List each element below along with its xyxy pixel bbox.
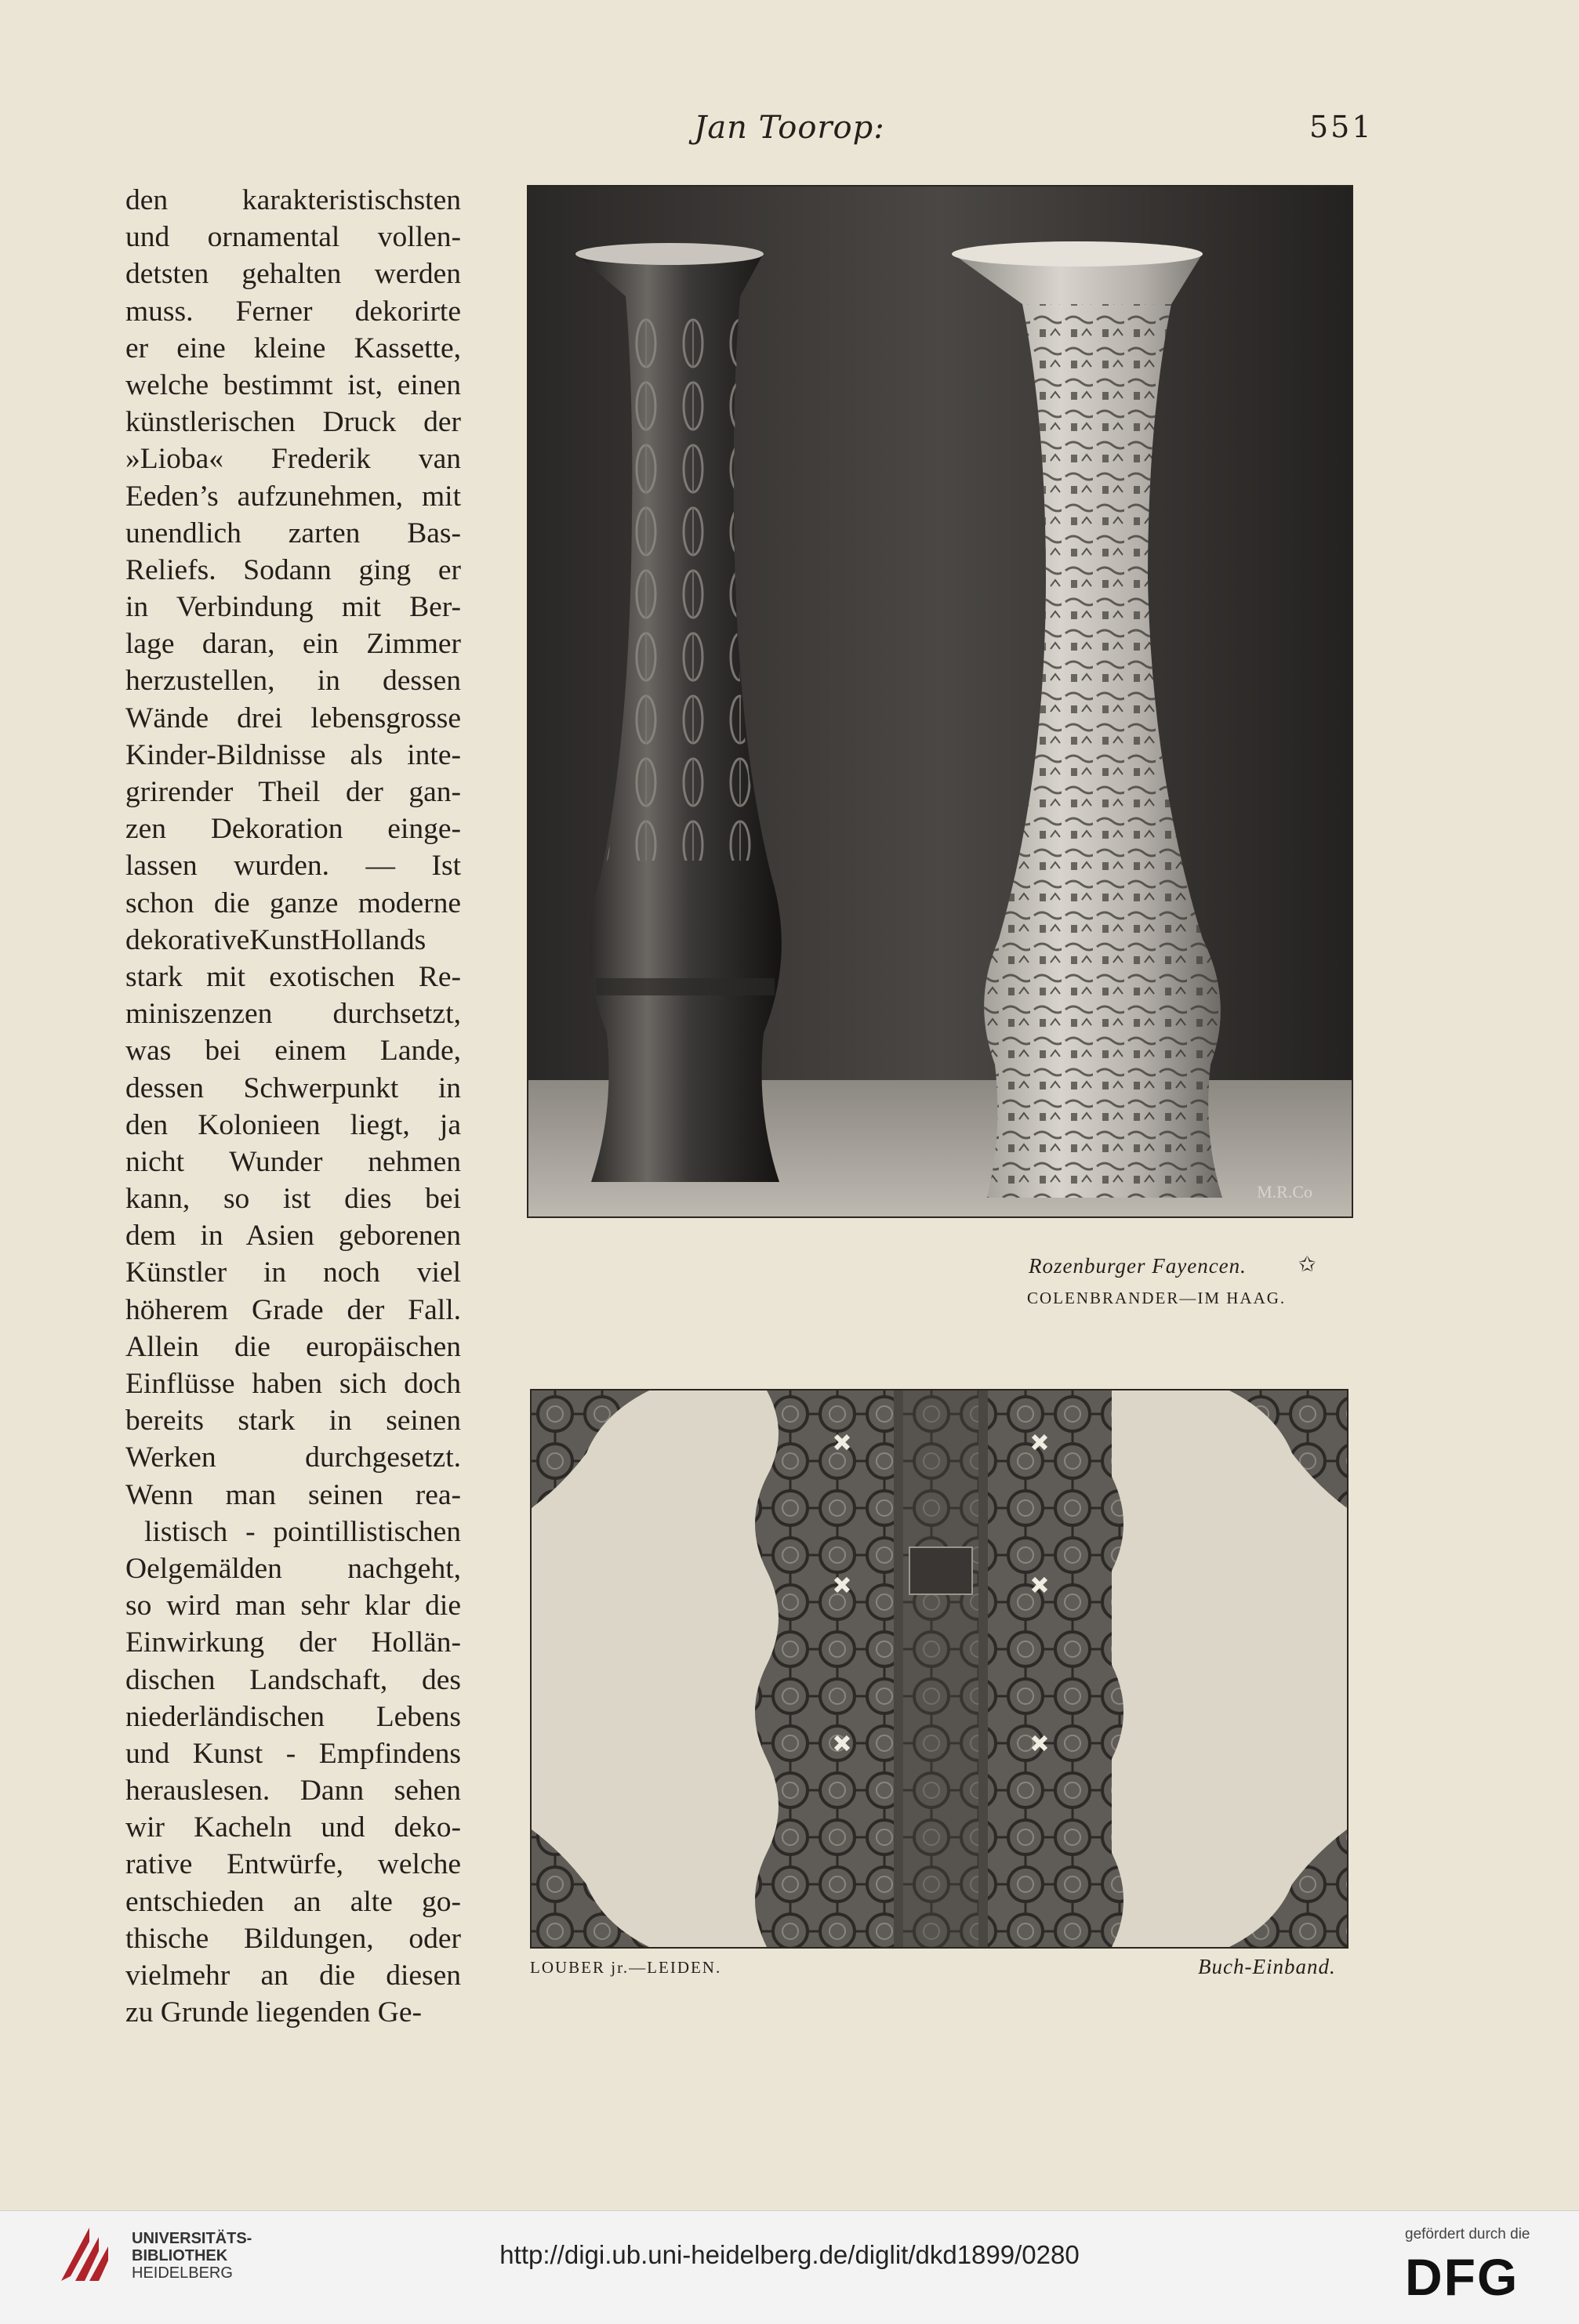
body-text-line: vielmehr an die diesen <box>125 1960 461 1992</box>
body-text-line: wir Kacheln und deko- <box>125 1811 461 1844</box>
body-text-line: Wenn man seinen rea- <box>125 1478 461 1511</box>
body-text-line: Reliefs. Sodann ging er <box>125 553 461 586</box>
body-text-line: und ornamental vollen- <box>125 221 461 254</box>
vases-caption-credit: COLENBRANDER—IM HAAG. <box>1027 1289 1287 1307</box>
body-text-line: rative Entwürfe, welche <box>125 1848 461 1881</box>
vases-photograph <box>527 185 1353 1218</box>
body-text-line: herauslesen. Dann sehen <box>125 1775 461 1807</box>
body-text-line: »Lioba« Frederik van <box>125 443 461 476</box>
body-text-line: herzustellen, in dessen <box>125 665 461 698</box>
spine-label <box>909 1547 972 1594</box>
body-text-line: kann, so ist dies bei <box>125 1183 461 1216</box>
body-text-line: welche bestimmt ist, einen <box>125 368 461 401</box>
body-text-line: unendlich zarten Bas- <box>125 517 461 549</box>
body-text-line: dekorativeKunstHollands <box>125 923 427 956</box>
page-number: 551 <box>1309 110 1374 144</box>
body-text-line: detsten gehalten werden <box>125 258 461 291</box>
binding-drawing <box>532 1390 1347 1947</box>
binding-caption-title: Buch-Einband. <box>1198 1955 1336 1978</box>
body-text-line: er eine kleine Kassette, <box>125 332 461 364</box>
body-text-line: Eeden’s aufzunehmen, mit <box>125 480 461 513</box>
body-text-line: so wird man sehr klar die <box>125 1590 461 1622</box>
body-text-line: Werken durchgesetzt. <box>125 1441 461 1474</box>
dfg-logo: DFG <box>1405 2248 1519 2306</box>
body-text-line: lassen wurden. — Ist <box>125 850 461 883</box>
body-text-line: zen Dekoration einge- <box>125 813 461 846</box>
body-text-line: miniszenzen durchsetzt, <box>125 998 461 1031</box>
body-text-line: den karakteristischsten <box>125 184 461 216</box>
body-text-line: dischen Landschaft, des <box>125 1663 461 1696</box>
binding-caption-credit: LOUBER jr.—LEIDEN. <box>530 1958 722 1977</box>
body-text-line: schon die ganze moderne <box>125 886 461 919</box>
body-text-line: thische Bildungen, oder <box>125 1922 461 1955</box>
library-name-line1: UNIVERSITÄTS- <box>132 2230 252 2247</box>
body-text-line: nicht Wunder nehmen <box>125 1145 461 1178</box>
body-text-line: dem in Asien geborenen <box>125 1220 461 1253</box>
photo-monogram: M.R.Co <box>1257 1182 1312 1202</box>
body-text-line: Allein die europäischen <box>125 1330 461 1363</box>
body-text-line: muss. Ferner dekorirte <box>125 295 461 328</box>
body-text-line: Kinder-Bildnisse als inte- <box>125 738 461 771</box>
body-text-line: in Verbindung mit Ber- <box>125 591 461 624</box>
body-text-line: und Kunst - Empfindens <box>125 1737 461 1770</box>
permalink-url[interactable]: http://digi.ub.uni-heidelberg.de/diglit/dkd1899/0280 <box>499 2240 1080 2269</box>
body-text-line: künstlerischen Druck der <box>125 406 461 439</box>
body-text-line: niederländischen Lebens <box>125 1700 461 1733</box>
body-text-line: Künstler in noch viel <box>125 1256 461 1289</box>
body-text-line: zu Grunde liegenden Ge- <box>125 1996 422 2029</box>
vases-caption-title: Rozenburger Fayencen. <box>1029 1254 1247 1278</box>
library-name-line2: BIBLIOTHEK <box>132 2247 228 2264</box>
body-text-line: stark mit exotischen Re- <box>125 960 461 993</box>
body-text-line: Oelgemälden nachgeht, <box>125 1552 461 1585</box>
book-binding-illustration <box>530 1389 1349 1949</box>
body-text-line: entschieden an alte go- <box>125 1885 461 1918</box>
body-text-line: was bei einem Lande, <box>125 1035 461 1068</box>
body-text-line: Einwirkung der Hollän- <box>125 1626 461 1659</box>
body-text-line: lage daran, ein Zimmer <box>125 628 461 661</box>
star-mark-icon: ✩ <box>1298 1253 1317 1276</box>
vases-illustration <box>528 187 1352 1216</box>
body-text-line: Wände drei lebensgrosse <box>125 702 461 734</box>
library-name-line3: HEIDELBERG <box>132 2264 233 2282</box>
spine-pattern <box>903 1390 978 1947</box>
body-text-line: listisch - pointillistischen <box>144 1515 461 1548</box>
body-text-line: Einflüsse haben sich doch <box>125 1368 461 1400</box>
body-text-line: höherem Grade der Fall. <box>125 1293 461 1326</box>
body-text-line: grirender Theil der gan- <box>125 776 461 808</box>
funded-by-label: gefördert durch die <box>1405 2226 1530 2242</box>
running-title: Jan Toorop: <box>694 110 885 146</box>
body-text-line: dessen Schwerpunkt in <box>125 1071 461 1104</box>
body-text-line: den Kolonieen liegt, ja <box>125 1108 461 1141</box>
body-text-column <box>125 182 461 2031</box>
body-text-line: bereits stark in seinen <box>125 1405 461 1438</box>
